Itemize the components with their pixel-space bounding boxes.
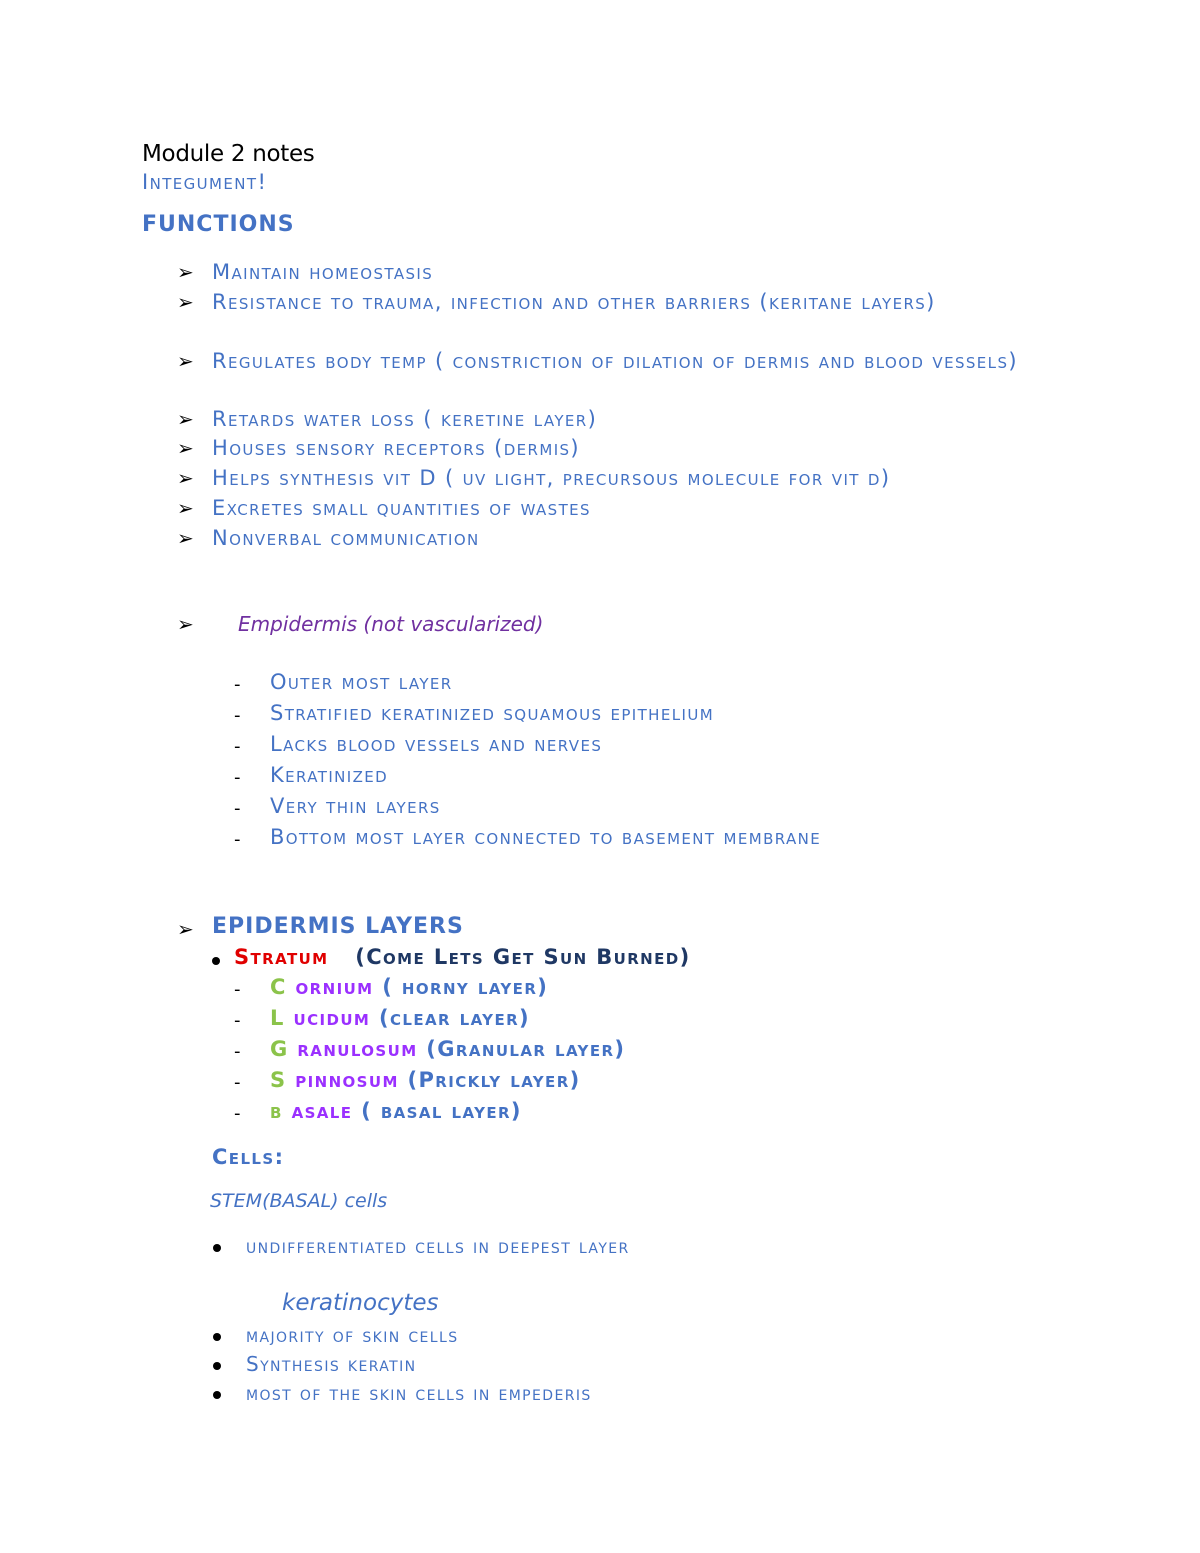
function-item: Houses sensory receptors (dermis) [212, 436, 581, 460]
dash-bullet: - [234, 798, 241, 819]
dash-bullet: - [234, 1103, 241, 1124]
function-item: Maintain homeostasis [212, 260, 434, 284]
layer-desc: (Prickly layer) [407, 1068, 581, 1092]
layer-item [270, 1099, 522, 1123]
epidermis-item: Stratified keratinized squamous epithelium [270, 701, 715, 725]
dash-bullet: - [234, 1041, 241, 1062]
dash-bullet: - [234, 705, 241, 726]
epidermis-item: Outer most layer [270, 670, 453, 694]
dash-bullet: - [234, 674, 241, 695]
arrow-bullet-icon: ➢ [177, 917, 194, 941]
layer-initial: b [270, 1099, 283, 1123]
layer-name: pinnosum [295, 1068, 399, 1092]
function-item: Regulates body temp ( constriction of dilation of dermis and blood vessels) [212, 349, 1018, 373]
functions-heading: FUNCTIONS [142, 212, 295, 237]
layer-initial: L [270, 1006, 285, 1030]
cells-heading: Cells: [212, 1145, 285, 1169]
layer-item [270, 1037, 625, 1061]
epidermis-heading: Empidermis (not vascularized) [238, 612, 544, 636]
layer-item [270, 975, 548, 999]
function-item: Nonverbal communication [212, 526, 480, 550]
epidermis-item: Lacks blood vessels and nerves [270, 732, 603, 756]
layer-desc: ( horny layer) [382, 975, 549, 999]
bullet-dot [213, 1244, 221, 1252]
arrow-bullet-icon: ➢ [177, 349, 194, 373]
dash-bullet: - [234, 1072, 241, 1093]
layer-item [270, 1068, 581, 1092]
layer-name: ranulosum [297, 1037, 418, 1061]
arrow-bullet-icon: ➢ [177, 526, 194, 550]
layer-name: ucidum [293, 1006, 371, 1030]
bullet-dot [212, 957, 220, 965]
arrow-bullet-icon: ➢ [177, 260, 194, 284]
arrow-bullet-icon: ➢ [177, 436, 194, 460]
layer-name: ornium [295, 975, 374, 999]
keratinocytes-heading: keratinocytes [282, 1290, 439, 1316]
bullet-dot [213, 1362, 221, 1370]
epidermis-layers-heading: EPIDERMIS LAYERS [212, 914, 464, 939]
dash-bullet: - [234, 979, 241, 1000]
layer-item [270, 1006, 530, 1030]
layer-desc: ( basal layer) [361, 1099, 522, 1123]
keratinocyte-item: Synthesis keratin [246, 1352, 417, 1376]
layer-name: asale [291, 1099, 353, 1123]
stratum-mnemonic: (Come Lets Get Sun Burned) [355, 945, 691, 969]
bullet-dot [213, 1391, 221, 1399]
keratinocyte-item: most of the skin cells in empederis [246, 1381, 592, 1405]
function-item: Retards water loss ( keretine layer) [212, 407, 598, 431]
stem-cells-heading: STEM(BASAL) cells [210, 1190, 388, 1212]
stem-cell-item: undifferentiated cells in deepest layer [246, 1234, 630, 1258]
dash-bullet: - [234, 736, 241, 757]
dash-bullet: - [234, 1010, 241, 1031]
layer-initial: S [270, 1068, 287, 1092]
keratinocyte-item: majority of skin cells [246, 1323, 459, 1347]
dash-bullet: - [234, 767, 241, 788]
stratum-line [234, 945, 691, 969]
dash-bullet: - [234, 829, 241, 850]
page-title: Module 2 notes [142, 141, 315, 167]
function-item: Resistance to trauma, infection and other barriers (keritane layers) [212, 290, 936, 314]
arrow-bullet-icon: ➢ [177, 612, 194, 636]
layer-desc: (Granular layer) [426, 1037, 626, 1061]
arrow-bullet-icon: ➢ [177, 407, 194, 431]
epidermis-item: Bottom most layer connected to basement membrane [270, 825, 822, 849]
arrow-bullet-icon: ➢ [177, 466, 194, 490]
function-item: Helps synthesis vit D ( uv light, precursous molecule for vit d) [212, 466, 891, 490]
stratum-word: Stratum [234, 945, 329, 969]
section-title-integument: Integument! [142, 170, 268, 194]
arrow-bullet-icon: ➢ [177, 496, 194, 520]
arrow-bullet-icon: ➢ [177, 290, 194, 314]
bullet-dot [213, 1333, 221, 1341]
layer-initial: G [270, 1037, 289, 1061]
layer-desc: (clear layer) [378, 1006, 531, 1030]
epidermis-item: Very thin layers [270, 794, 441, 818]
function-item: Excretes small quantities of wastes [212, 496, 591, 520]
epidermis-item: Keratinized [270, 763, 389, 787]
layer-initial: C [270, 975, 287, 999]
